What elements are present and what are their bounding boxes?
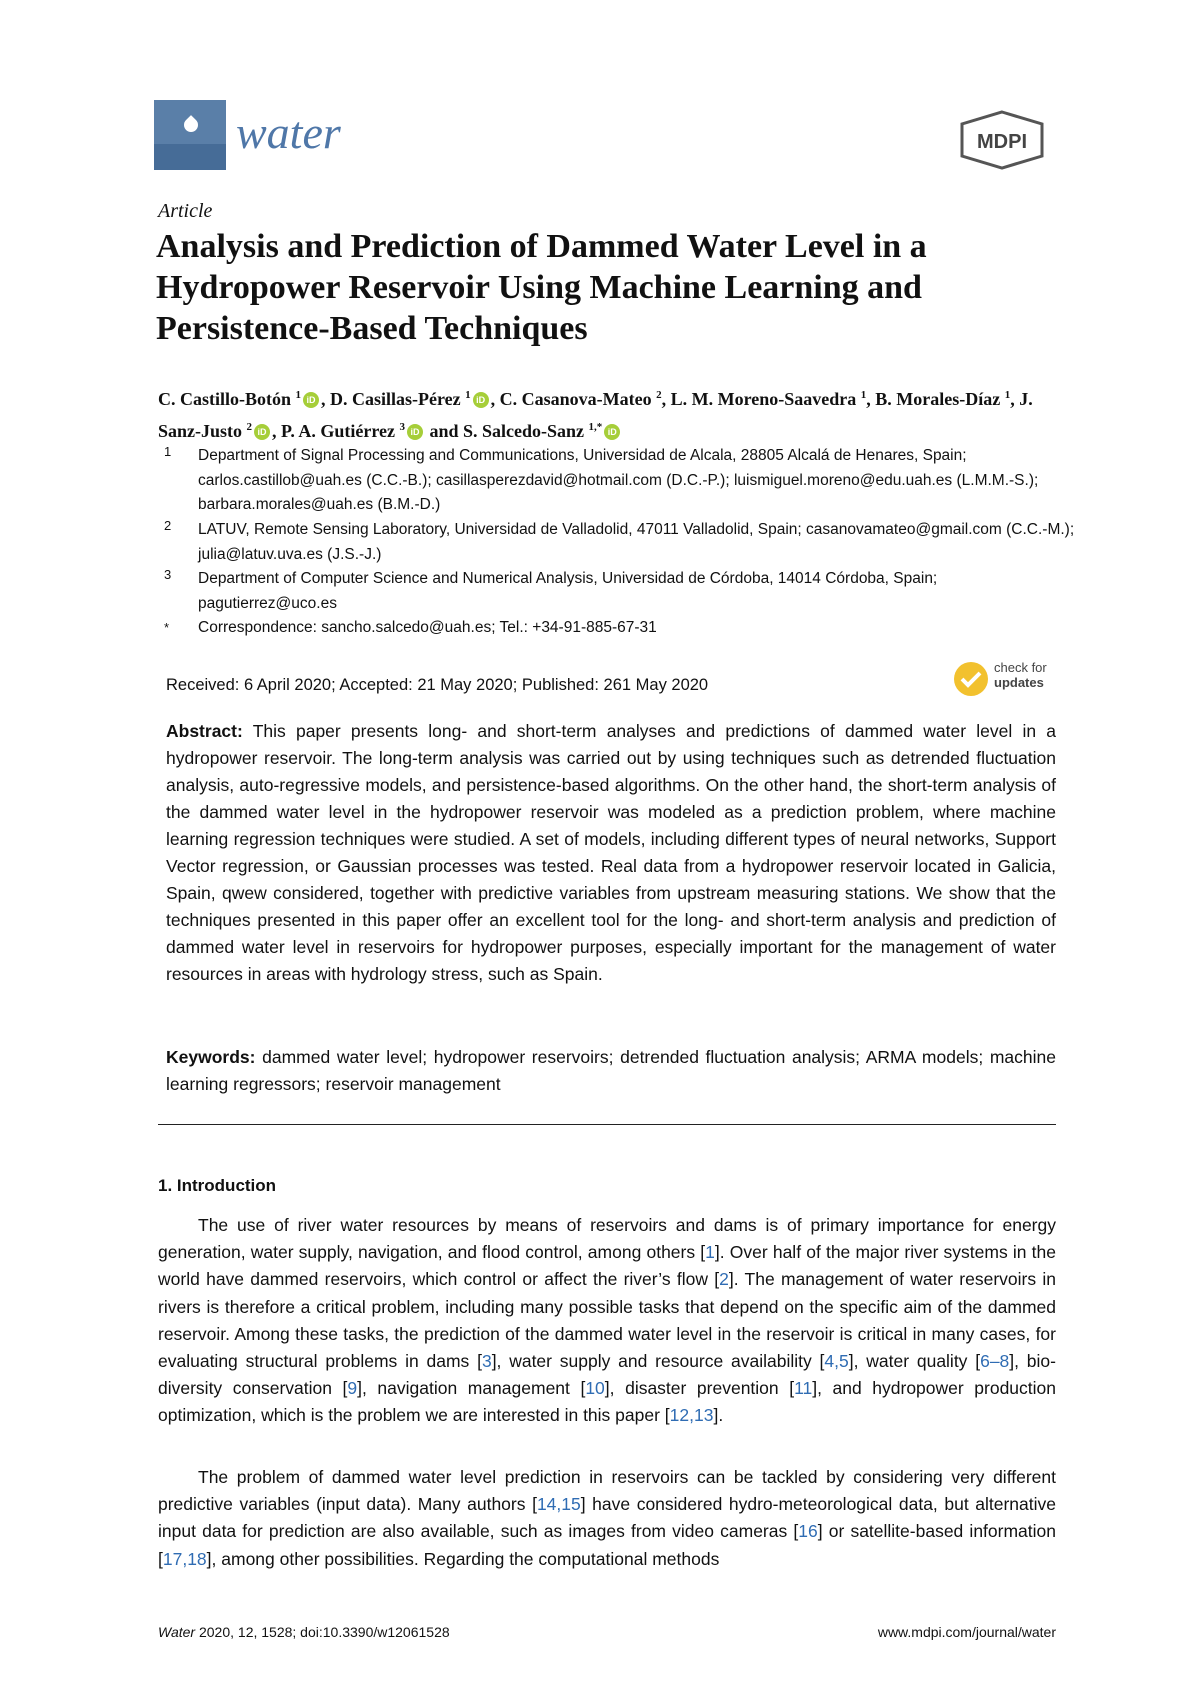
author-name: B. Morales-Díaz — [875, 389, 1005, 409]
author-affiliation-mark: 2 — [656, 389, 662, 401]
author-name: J. Sanz-Justo — [158, 389, 1033, 441]
check-updates-line1: check for — [994, 660, 1047, 675]
author-affiliation-mark: 3 — [399, 421, 405, 433]
keywords-label: Keywords: — [166, 1047, 256, 1067]
citation-details: 2020, 12, 1528; doi:10.3390/w12061528 — [195, 1624, 450, 1640]
abstract-text: This paper presents long- and short-term analyses and predictions of dammed water level in a hydropower reservoir. The long-term analysis was carried out by using techniques such as detrended fluctuation analysis, auto-regressive models, and persistence-based algorithms. On the other hand, the short-term analysis of the dammed water level in the hydropower reservoir was modeled as a prediction problem, where machine learning regression techniques were studied. A set of models, including different types of neural networks, Support Vector regression, or Gaussian processes was tested. Real data from a hydropower reservoir located in Galicia, Spain, qwew considered, together with predictive variables from upstream measuring stations. We show that the techniques presented in this paper offer an excellent tool for the long- and short-term analysis and prediction of dammed water level in reservoirs for hydropower purposes, especially important for the management of water resources in areas with hydrology stress, such as Spain. — [166, 721, 1056, 984]
citation-link[interactable]: 10 — [585, 1378, 605, 1399]
author-name: L. M. Moreno-Saavedra — [670, 389, 861, 409]
correspondence: Correspondence: sancho.salcedo@uah.es; Tel.: +34-91-885-67-31 — [198, 619, 657, 636]
abstract — [166, 718, 1056, 988]
citation-link[interactable]: 1 — [705, 1242, 715, 1263]
journal-logo — [154, 100, 226, 170]
orcid-icon[interactable]: iD — [407, 424, 423, 440]
author-name: C. Castillo-Botón — [158, 389, 296, 409]
abstract-label: Abstract: — [166, 721, 243, 741]
author-affiliation-mark: 1 — [295, 389, 302, 401]
citation-link[interactable]: 17,18 — [162, 1548, 207, 1569]
citation-link[interactable]: 6–8 — [980, 1351, 1010, 1372]
affiliation-number: 1 — [164, 444, 172, 459]
author-name: C. Casanova-Mateo — [499, 389, 657, 409]
citation-link[interactable]: 2 — [719, 1269, 729, 1290]
water-drop-icon — [181, 115, 201, 135]
author-name: P. A. Gutiérrez — [281, 421, 400, 441]
mdpi-logo-icon — [956, 110, 1048, 170]
journal-name: water — [236, 107, 341, 158]
author-name: and S. Salcedo-Sanz — [429, 421, 589, 441]
citation-link[interactable]: 3 — [481, 1351, 492, 1372]
citation-link[interactable]: 14,15 — [536, 1494, 581, 1515]
citation-link[interactable]: 16 — [798, 1521, 818, 1542]
author-affiliation-mark: 1 — [465, 389, 471, 401]
affiliation-number: 3 — [164, 567, 172, 582]
author-list: C. Castillo-Botón $^1$ iD , D. Casillas-Pérez $^1$ iD , C. Casanova-Mateo $^2$, L. M. Moreno-Saavedra $^1$, B. Morales-Díaz $^1$, J. Sanz-Justo $^2$ iD , P. A. Gutiérrez $^3$ iD and S. Salcedo-Sanz $^{1,*}$ iD — [158, 389, 1033, 441]
affiliation-2: LATUV, Remote Sensing Laboratory, Universidad de Valladolid, 47011 Valladolid, Spain; casanovamateo@gmail.com (C.C.-M.); julia@latuv.uva.es (J.S.-J.) — [198, 521, 1075, 563]
intro-paragraph-1: The use of river water resources by means of reservoirs and dams is of primary importance for energy generation, water supply, navigation, and flood control, among others [1]. Over half of the major river systems in the world have dammed reservoirs, which control or affect the river’s flow [2]. The management of water reservoirs in rivers is therefore a critical problem, including many possible tasks that depend on the specific aim of the dammed reservoir. Among these tasks, the prediction of the dammed water level in the reservoir is critical in many cases, for evaluating structural problems in dams [3], water supply and resource availability [4,5], water quality [6–8], bio-diversity conservation [9], navigation management [10], disaster prevention [11], and hydropower production optimization, which is the problem we are interested in this paper [12,13]. — [158, 1215, 1056, 1426]
section-heading: 1. Introduction — [158, 1176, 277, 1195]
author-name: D. Casillas-Pérez — [330, 389, 466, 409]
affiliation-1: Department of Signal Processing and Communications, Universidad de Alcala, 28805 Alcalá de Henares, Spain; carlos.castillob@uah.es (C.C.-B.); casillasperezdavid@hotmail.com (D.C.-P.); luismiguel.moreno@edu.uah.es (L.M.M.-S.); barbara.morales@uah.es (B.M.-D.) — [198, 447, 1039, 513]
author-affiliation-mark: 2 — [246, 421, 253, 433]
citation-link[interactable]: 11 — [794, 1378, 813, 1399]
wave-shape — [154, 144, 226, 170]
paper-title: Analysis and Prediction of Dammed Water Level in a Hydropower Reservoir Using Machine Learning and Persistence-Based Techniques — [156, 228, 927, 347]
citation-link[interactable]: 9 — [347, 1378, 358, 1399]
publication-dates: Received: 6 April 2020; Accepted: 21 May 2020; Published: 261 May 2020 — [166, 676, 709, 694]
affiliation-3: Department of Computer Science and Numerical Analysis, Universidad de Córdoba, 14014 Córdoba, Spain; pagutierrez@uco.es — [198, 570, 938, 612]
journal-url[interactable]: www.mdpi.com/journal/water — [877, 1624, 1056, 1640]
citation-journal: Water — [158, 1624, 196, 1640]
divider — [158, 1124, 1056, 1125]
mdpi-logo-text: MDPI — [977, 131, 1027, 153]
affiliation-number: 2 — [164, 518, 172, 533]
author-affiliation-mark: 1 — [860, 389, 867, 401]
citation-link[interactable]: 12,13 — [669, 1405, 714, 1426]
check-for-updates-icon[interactable] — [954, 662, 988, 696]
citation-footer — [158, 1624, 450, 1640]
author-affiliation-mark: 1 — [1004, 389, 1011, 401]
keywords — [166, 1044, 1056, 1098]
check-for-updates-label[interactable] — [994, 660, 1047, 690]
author-affiliation-mark: 1,* — [588, 421, 603, 433]
orcid-icon[interactable]: iD — [254, 424, 270, 440]
keywords-text: dammed water level; hydropower reservoirs; detrended fluctuation analysis; ARMA models; machine learning regressors; reservoir management — [166, 1047, 1056, 1094]
correspondence-marker: * — [164, 620, 170, 635]
article-type: Article — [158, 200, 213, 222]
check-updates-line2: updates — [994, 675, 1044, 690]
orcid-icon[interactable]: iD — [303, 392, 319, 408]
citation-link[interactable]: 4,5 — [824, 1351, 849, 1372]
orcid-icon[interactable]: iD — [473, 392, 489, 408]
orcid-icon[interactable]: iD — [604, 424, 620, 440]
intro-paragraph-2: The problem of dammed water level prediction in reservoirs can be tackled by considering very different predictive variables (input data). Many authors [14,15] have considered hydro-meteorological data, but alternative input data for prediction are also available, such as images from video cameras [16] or satellite-based information [17,18], among other possibilities. Regarding the computational methods — [158, 1467, 1057, 1569]
